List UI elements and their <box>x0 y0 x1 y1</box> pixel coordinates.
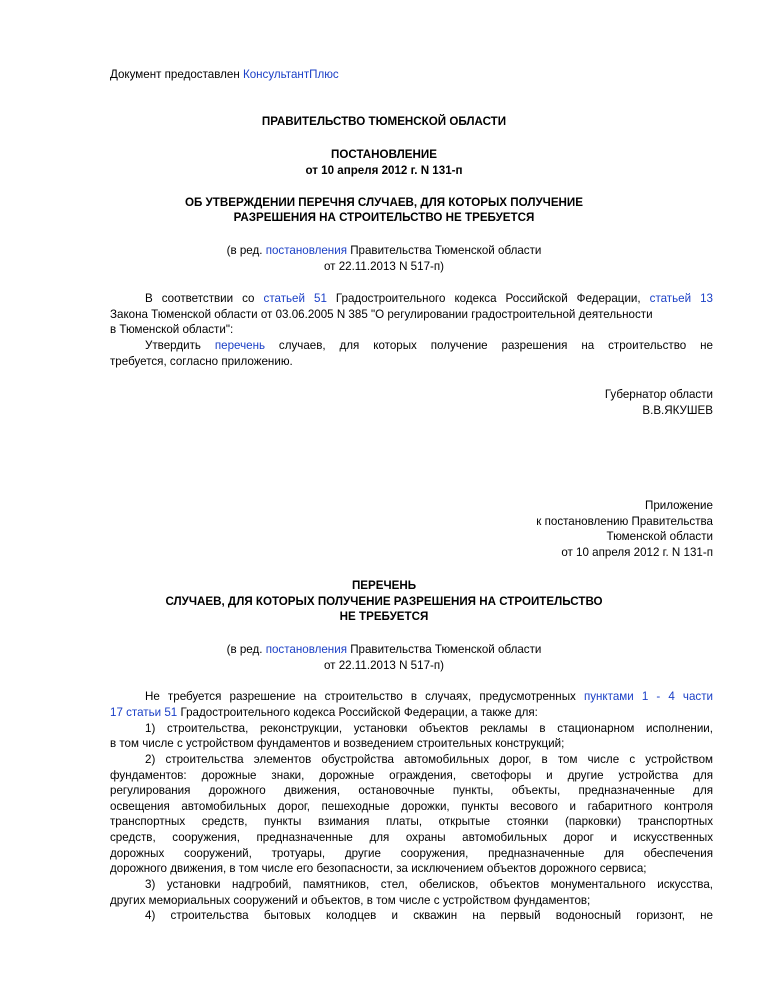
item-2-line-8: дорожного движения, в том числе его безопасности, за исключением объектов дорожного сервиса; <box>110 862 647 875</box>
article-51-link-2[interactable]: 51 <box>164 706 178 719</box>
item-2-line-3: регулирования дорожного движения, остановочные пункты, объекты, предназначенные для <box>110 784 713 797</box>
edition-note-1 <box>0 244 768 258</box>
consultant-link[interactable]: КонсультантПлюс <box>242 68 339 81</box>
item-1-line-2: в том числе с устройством фундаментов и возведением строительных конструкций; <box>110 737 565 750</box>
signature-position: Губернатор области <box>604 388 713 401</box>
item-2-line-4: освещения автомобильных дорог, пешеходные дорожки, пункты весового и габаритного контроля <box>110 800 713 813</box>
item-1-line-1: 1) строительства, реконструкции, установки объектов рекламы в стационарном исполнении, <box>145 722 713 735</box>
points-link[interactable]: пунктами 1 - 4 части <box>583 690 713 703</box>
item-2-line-7: дорожных сооружений, тротуары, другие сооружения, предназначенные для обеспечения <box>110 847 713 860</box>
preamble-line-2: Закона Тюменской области от 03.06.2005 N 385 "О регулировании градостроительной деятельности <box>110 308 653 321</box>
appendix-line-4: от 10 апреля 2012 г. N 131-п <box>561 546 713 559</box>
edition-note-2-date: от 22.11.2013 N 517-п) <box>323 659 445 672</box>
item-3-line-1: 3) установки надгробий, памятников, стел, обелисков, объектов монументального искусства, <box>145 878 713 891</box>
approve-text: Утвердить <box>145 339 215 352</box>
item-2-line-2: фундаментов: дорожные знаки, дорожные ограждения, светофоры и другие устройства для <box>110 769 713 782</box>
approve-line <box>145 339 713 353</box>
item-3-line-2: других мемориальных сооружений и объектов, в том числе с устройством фундаментов; <box>110 894 591 907</box>
item-2-line-5: транспортных средств, пункты взимания платы, открытые стоянки (парковки) транспортных <box>110 815 713 828</box>
list-title-3: НЕ ТРЕБУЕТСЯ <box>339 610 429 623</box>
article-51-link[interactable]: статьей 51 <box>263 292 327 305</box>
appendix-line-1: Приложение <box>644 499 713 512</box>
decree-title: ПОСТАНОВЛЕНИЕ <box>331 148 437 161</box>
body-text: Не требуется разрешение на строительство в случаях, предусмотренных <box>145 690 584 703</box>
preamble-text: Градостроительного кодекса Российской Федерации, <box>326 292 650 305</box>
part-17-link[interactable]: 17 статьи <box>110 706 162 719</box>
preamble-line-1 <box>145 292 713 306</box>
item-2-line-1: 2) строительства элементов обустройства автомобильных дорог, в том числе с устройством <box>145 753 713 766</box>
edition-link[interactable]: постановления <box>265 643 347 656</box>
preamble-text: В соответствии со <box>145 292 264 305</box>
government-title: ПРАВИТЕЛЬСТВО ТЮМЕНСКОЙ ОБЛАСТИ <box>261 115 507 128</box>
body-text: Градостроительного кодекса Российской Федерации, а также для: <box>177 706 538 719</box>
body-intro-2 <box>110 706 538 720</box>
item-4-line-1: 4) строительства бытовых колодцев и скважин на первый водоносный горизонт, не <box>145 909 713 922</box>
edition-note-1-date: от 22.11.2013 N 517-п) <box>323 260 445 273</box>
provided-by-line <box>110 68 339 82</box>
edition-post: Правительства Тюменской области <box>346 643 542 656</box>
edition-note-2 <box>0 643 768 657</box>
article-13-link[interactable]: статьей 13 <box>649 292 713 305</box>
edition-post: Правительства Тюменской области <box>346 244 542 257</box>
list-title-2: СЛУЧАЕВ, ДЛЯ КОТОРЫХ ПОЛУЧЕНИЕ РАЗРЕШЕНИЯ НА СТРОИТЕЛЬСТВО <box>165 595 603 608</box>
edition-link[interactable]: постановления <box>265 244 347 257</box>
subject-line-1: ОБ УТВЕРЖДЕНИИ ПЕРЕЧНЯ СЛУЧАЕВ, ДЛЯ КОТОРЫХ ПОЛУЧЕНИЕ <box>184 196 583 209</box>
provided-by-text: Документ предоставлен <box>110 68 240 81</box>
appendix-line-3: Тюменской области <box>606 530 713 543</box>
appendix-line-2: к постановлению Правительства <box>536 515 713 528</box>
list-title-1: ПЕРЕЧЕНЬ <box>351 579 417 592</box>
body-intro-1 <box>145 690 713 704</box>
approve-line-2: требуется, согласно приложению. <box>110 355 293 368</box>
preamble-line-3: в Тюменской области": <box>110 323 234 336</box>
edition-pre: (в ред. <box>226 643 266 656</box>
subject-line-2: РАЗРЕШЕНИЯ НА СТРОИТЕЛЬСТВО НЕ ТРЕБУЕТСЯ <box>233 211 535 224</box>
approve-text: случаев, для которых получение разрешения на строительство не <box>265 339 713 352</box>
signature-name: В.В.ЯКУШЕВ <box>642 404 713 417</box>
edition-pre: (в ред. <box>226 244 266 257</box>
item-2-line-6: средств, сооружения, предназначенные для охраны автомобильных дорог и искусственных <box>110 831 713 844</box>
list-link[interactable]: перечень <box>214 339 266 352</box>
decree-date: от 10 апреля 2012 г. N 131-п <box>305 164 463 177</box>
